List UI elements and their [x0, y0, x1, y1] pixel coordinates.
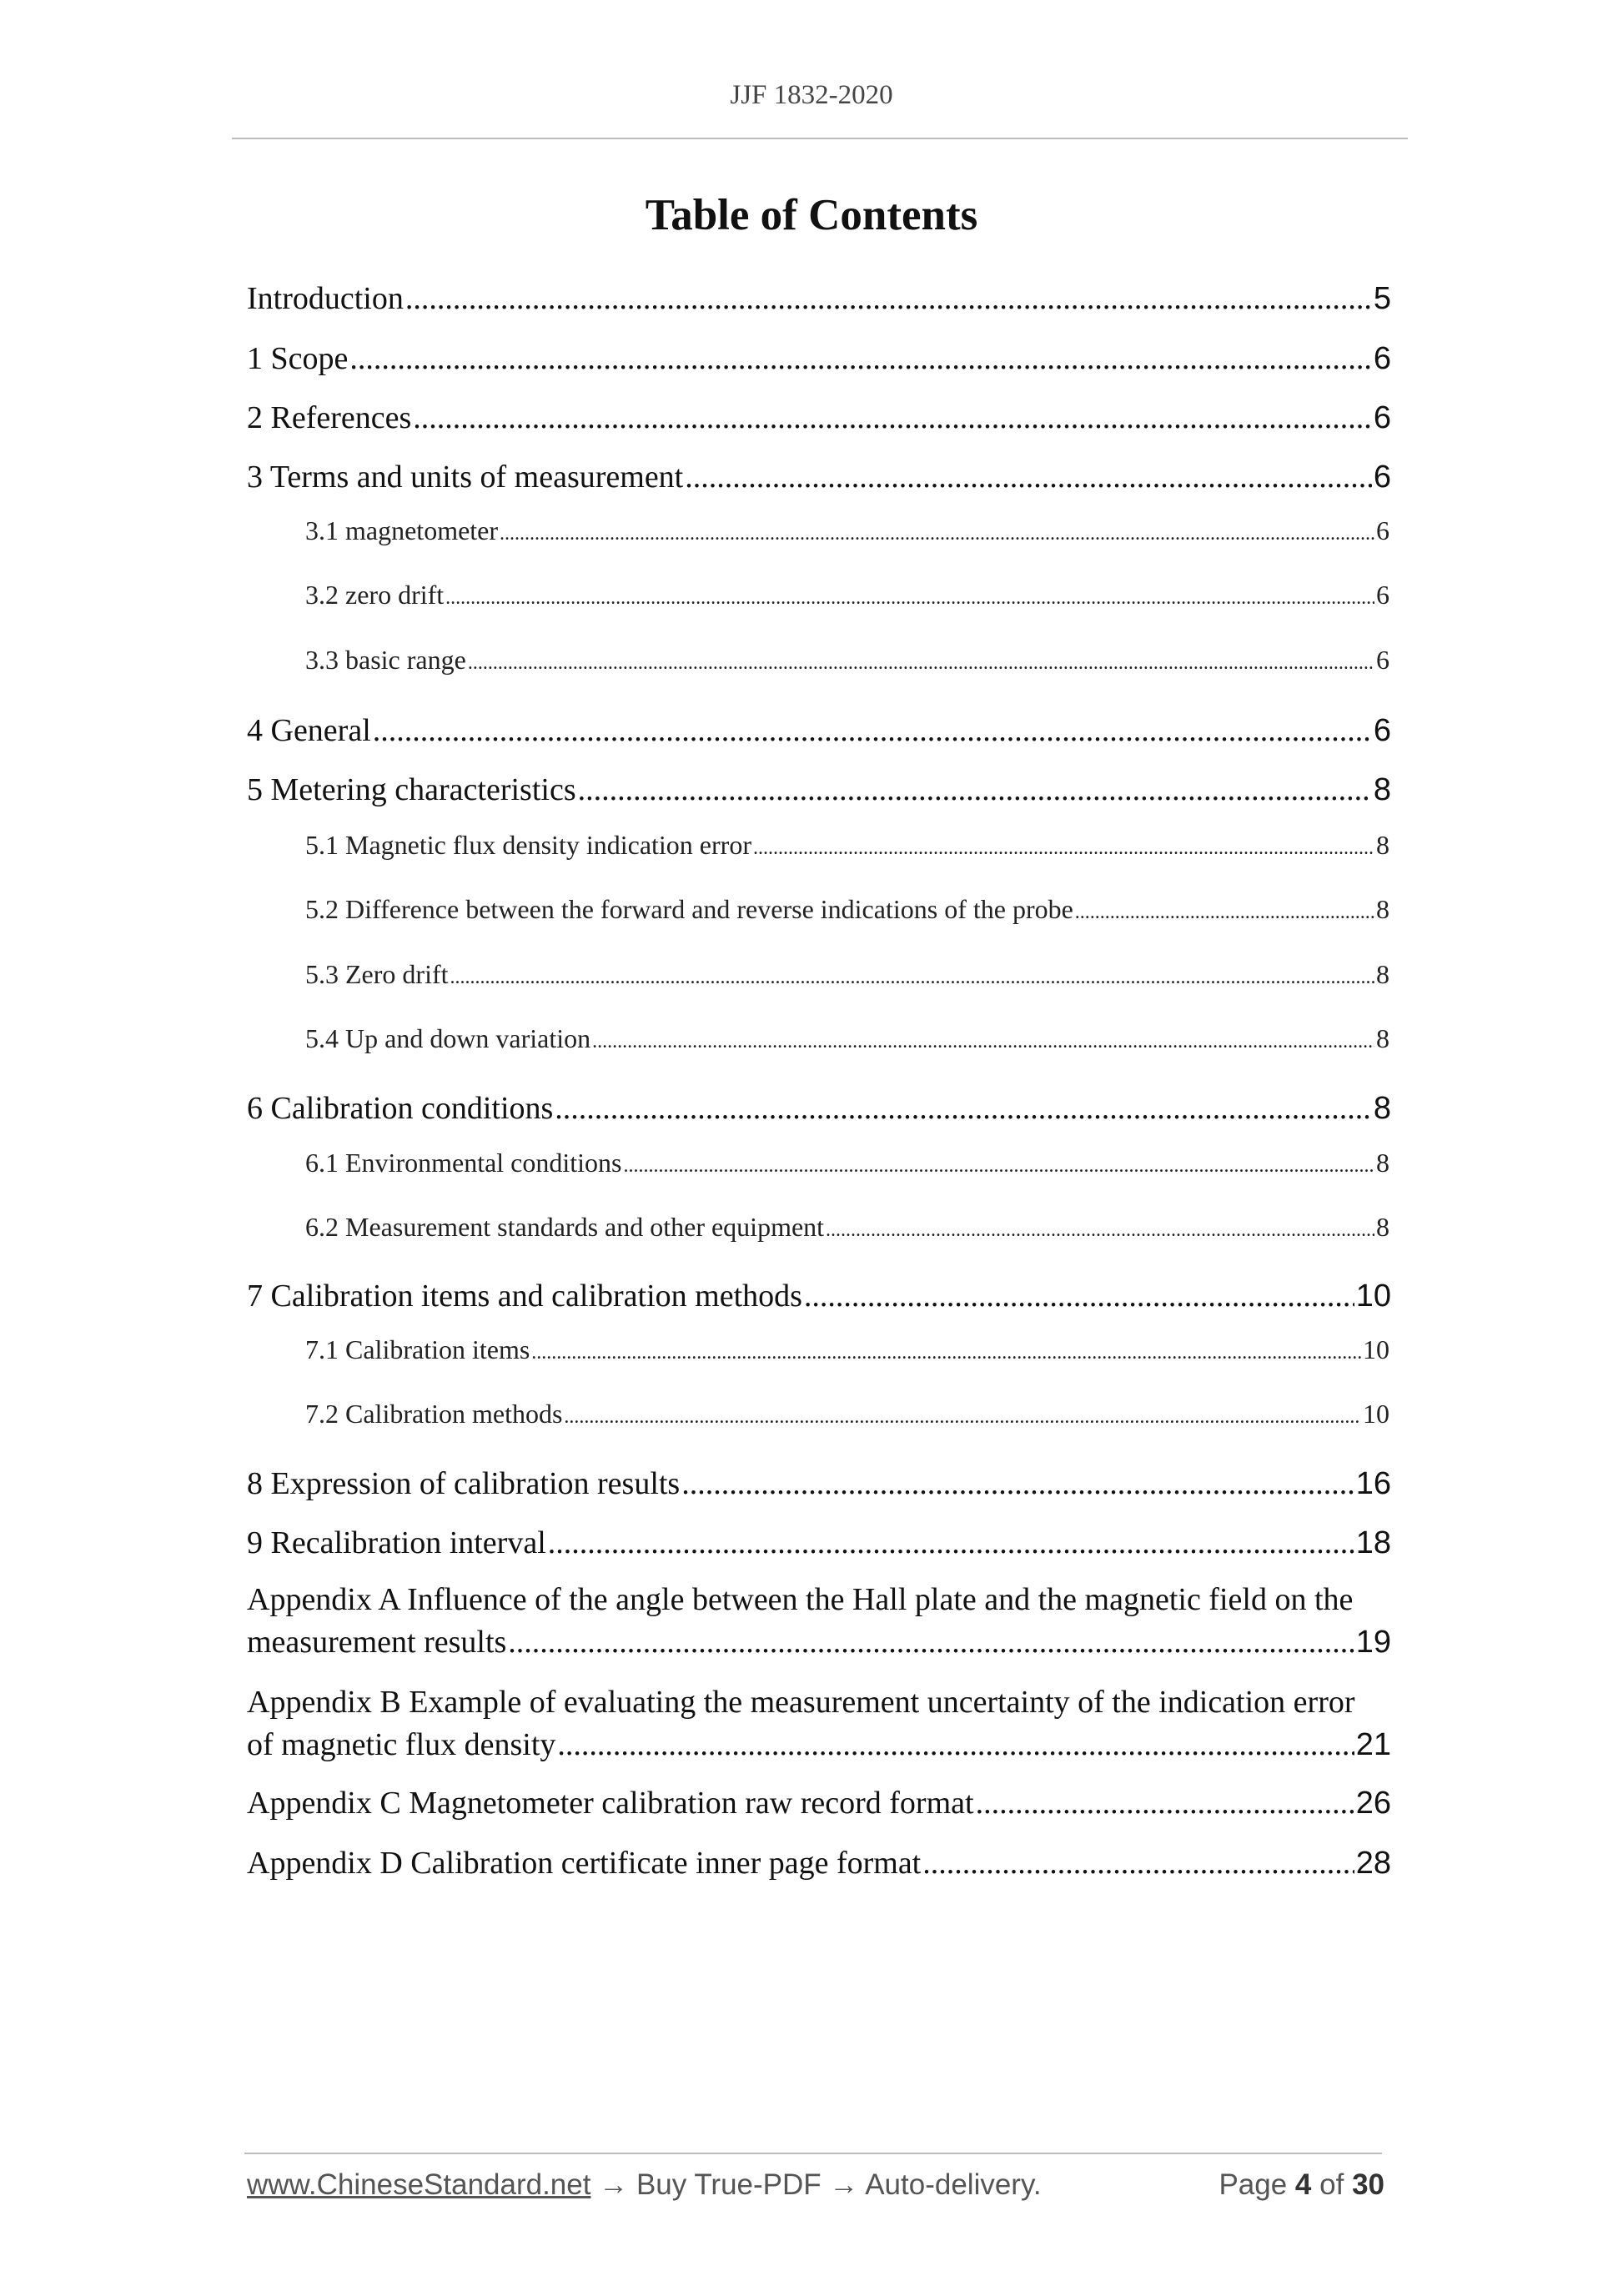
toc-entry-label: Appendix D Calibration certificate inner page format	[247, 1846, 922, 1881]
page-current: 4	[1294, 2168, 1312, 2201]
arrow-right-icon: →	[599, 2168, 629, 2201]
toc-entry-appendix-d[interactable]	[247, 1843, 1391, 1883]
toc-entry-references[interactable]	[247, 398, 1391, 438]
toc-entry-scope[interactable]	[247, 339, 1391, 379]
toc-entry-appendix-b[interactable]	[247, 1681, 1391, 1766]
toc-entry-page: 8	[1376, 1148, 1389, 1178]
toc-leader-dots	[555, 1088, 1372, 1128]
toc-leader-dots	[468, 646, 1374, 676]
buy-pdf-text: Buy True-PDF	[636, 2168, 822, 2201]
toc-leader-dots	[624, 1149, 1375, 1179]
toc-entry-label: 3.2 zero drift	[305, 580, 445, 610]
toc-title: Table of Contents	[645, 191, 978, 239]
toc-entry-calibration-conditions[interactable]	[247, 1088, 1391, 1128]
arrow-right-icon: →	[829, 2168, 859, 2201]
toc-entry-label: 3.1 magnetometer	[305, 515, 499, 545]
toc-entry-label: 9 Recalibration interval	[247, 1525, 546, 1560]
toc-entry-label: 5.1 Magnetic flux density indication error	[305, 830, 751, 860]
toc-leader-dots	[405, 279, 1372, 319]
toc-leader-dots	[564, 1400, 1361, 1430]
toc-entry-calibration-methods[interactable]	[305, 1397, 1389, 1430]
page-number	[1219, 2168, 1384, 2202]
toc-leader-dots	[804, 1276, 1354, 1316]
toc-entry-label: 7.2 Calibration methods	[305, 1399, 563, 1429]
toc-leader-dots	[578, 770, 1372, 810]
toc-leader-dots	[753, 831, 1374, 862]
toc-entry-introduction[interactable]	[247, 279, 1391, 319]
toc-entry-label-line1: Appendix A Influence of the angle between the Hall plate and the magnetic field on the	[247, 1582, 1354, 1617]
toc-entry-recalibration-interval[interactable]	[247, 1523, 1391, 1563]
toc-entry-label: 8 Expression of calibration results	[247, 1466, 681, 1501]
toc-entry-page: 26	[1355, 1786, 1391, 1821]
toc-entry-calibration-items[interactable]	[305, 1333, 1389, 1366]
toc-leader-dots	[685, 457, 1372, 497]
page-footer	[247, 2168, 1384, 2210]
toc-entry-page: 10	[1363, 1334, 1389, 1364]
toc-entry-page: 16	[1355, 1466, 1391, 1501]
toc-leader-dots	[557, 1723, 1354, 1766]
doc-number-header: JJF 1832-2020	[730, 80, 893, 110]
toc-leader-dots	[976, 1783, 1354, 1823]
toc-leader-dots	[413, 398, 1372, 438]
page-word: Page	[1219, 2168, 1288, 2201]
toc-entry-terms-units[interactable]	[247, 457, 1391, 497]
toc-leader-dots	[531, 1336, 1361, 1366]
toc-leader-dots	[922, 1843, 1354, 1883]
toc-entry-zero-drift[interactable]	[305, 957, 1389, 991]
toc-entry-label-line1: Appendix B Example of evaluating the measurement uncertainty of the indication error	[247, 1685, 1355, 1720]
toc-entry-expression-results[interactable]	[247, 1464, 1391, 1504]
toc-entry-page: 19	[1355, 1625, 1391, 1660]
toc-leader-dots	[681, 1464, 1354, 1504]
toc-entry-label-line2: of magnetic flux density	[247, 1727, 556, 1762]
toc-entry-flux-indication-error[interactable]	[305, 828, 1389, 862]
toc-entry-label: 6 Calibration conditions	[247, 1091, 554, 1126]
toc-entry-label: 3 Terms and units of measurement	[247, 460, 684, 495]
toc-leader-dots	[1075, 896, 1374, 926]
toc-entry-label: 5.4 Up and down variation	[305, 1023, 591, 1053]
toc-entry-page: 10	[1355, 1279, 1391, 1314]
toc-entry-label: 5.2 Difference between the forward and reverse indications of the probe	[305, 894, 1073, 924]
toc-entry-page: 10	[1363, 1399, 1389, 1429]
toc-entry-page: 8	[1373, 772, 1391, 807]
toc-entry-metering-characteristics[interactable]	[247, 770, 1391, 810]
toc-entry-page: 8	[1376, 894, 1389, 924]
toc-entry-label: 4 General	[247, 713, 371, 748]
toc-entry-page: 8	[1376, 959, 1389, 989]
toc-entry-page: 5	[1373, 281, 1391, 316]
toc-entry-general[interactable]	[247, 711, 1391, 751]
toc-entry-label: 7.1 Calibration items	[305, 1334, 530, 1364]
toc-entry-basic-range[interactable]	[305, 643, 1389, 676]
toc-leader-dots	[508, 1620, 1354, 1664]
toc-entry-appendix-c[interactable]	[247, 1783, 1391, 1823]
toc-entry-label: 6.1 Environmental conditions	[305, 1148, 622, 1178]
toc-entry-calibration-items-methods[interactable]	[247, 1276, 1391, 1316]
toc-entry-page: 21	[1355, 1727, 1391, 1762]
toc-entry-page: 8	[1376, 830, 1389, 860]
header-divider	[232, 138, 1408, 139]
toc-entry-page: 6	[1373, 400, 1391, 435]
toc-leader-dots	[445, 581, 1374, 611]
toc-leader-dots	[592, 1025, 1374, 1055]
toc-entry-zero-drift-def[interactable]	[305, 578, 1389, 611]
toc-entry-label: 2 References	[247, 400, 412, 435]
toc-entry-measurement-standards[interactable]	[305, 1210, 1389, 1243]
toc-entry-magnetometer[interactable]	[305, 514, 1389, 547]
toc-entry-appendix-a[interactable]	[247, 1579, 1391, 1664]
toc-leader-dots	[826, 1213, 1374, 1243]
footer-divider	[244, 2153, 1382, 2154]
toc-entry-environmental-conditions[interactable]	[305, 1146, 1389, 1179]
toc-entry-label: 6.2 Measurement standards and other equipment	[305, 1212, 825, 1242]
toc-entry-label-line2: measurement results	[247, 1625, 507, 1660]
toc-entry-page: 8	[1376, 1212, 1389, 1242]
page-total: 30	[1352, 2168, 1384, 2201]
site-link[interactable]: www.ChineseStandard.net	[247, 2168, 591, 2201]
auto-delivery-text: Auto-delivery.	[865, 2168, 1042, 2201]
toc-entry-page: 6	[1376, 580, 1389, 610]
toc-entry-page: 28	[1355, 1846, 1391, 1881]
toc-leader-dots	[349, 339, 1371, 379]
toc-leader-dots	[450, 961, 1375, 991]
toc-entry-label: 7 Calibration items and calibration methods	[247, 1279, 802, 1314]
toc-entry-page: 8	[1376, 1023, 1389, 1053]
toc-entry-label: 5 Metering characteristics	[247, 772, 576, 807]
toc-entry-page: 18	[1355, 1525, 1391, 1560]
toc-entry-page: 6	[1373, 460, 1391, 495]
toc-entry-forward-reverse-difference[interactable]	[305, 892, 1389, 926]
toc-entry-label: 1 Scope	[247, 341, 349, 376]
toc-entry-page: 8	[1373, 1091, 1391, 1126]
toc-entry-label: Appendix C Magnetometer calibration raw record format	[247, 1786, 974, 1821]
toc-entry-label: 5.3 Zero drift	[305, 959, 449, 989]
toc-entry-page: 6	[1376, 515, 1389, 545]
toc-leader-dots	[373, 711, 1372, 751]
toc-entry-page: 6	[1373, 713, 1391, 748]
toc-leader-dots	[548, 1523, 1354, 1563]
toc-entry-up-down-variation[interactable]	[305, 1022, 1389, 1055]
toc-entry-label: Introduction	[247, 281, 404, 316]
toc-leader-dots	[500, 517, 1374, 547]
toc-entry-page: 6	[1373, 341, 1391, 376]
toc-entry-page: 6	[1376, 645, 1389, 675]
of-word: of	[1319, 2168, 1344, 2201]
toc-entry-label: 3.3 basic range	[305, 645, 466, 675]
